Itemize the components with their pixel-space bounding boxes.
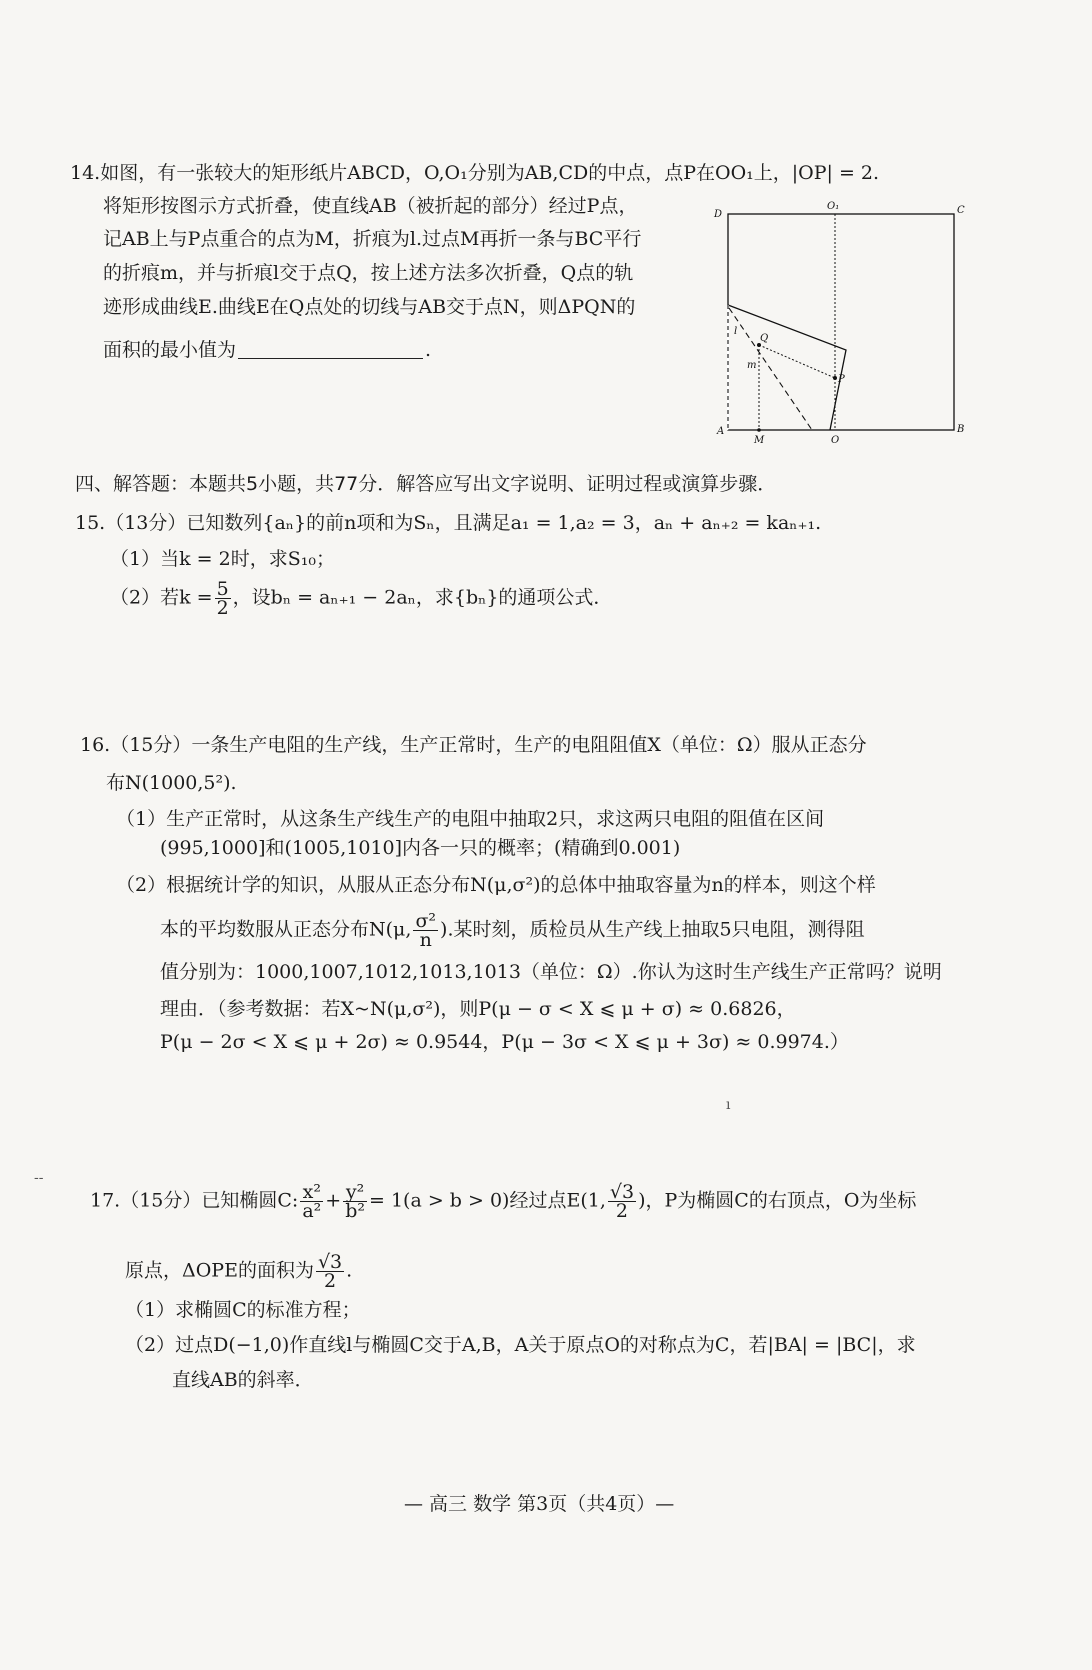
q17-part-1: （1）求椭圆C的标准方程； bbox=[125, 1299, 361, 1321]
q16-part-2-line-2 bbox=[160, 912, 865, 949]
q16-line6-prefix: 本的平均数服从正态分布N(μ, bbox=[160, 918, 412, 941]
q14-line-4: 的折痕m，并与折痕l交于点Q，按上述方法多次折叠，Q点的轨 bbox=[103, 262, 634, 284]
label-l: l bbox=[734, 326, 738, 337]
q14-line-5: 迹形成曲线E.曲线E在Q点处的切线与AB交于点N，则ΔPQN的 bbox=[103, 296, 636, 318]
point-m bbox=[757, 428, 761, 432]
scan-mark: ı bbox=[726, 1097, 731, 1113]
scan-mark: ‐‐ bbox=[34, 1170, 44, 1186]
label-q: Q bbox=[760, 333, 769, 344]
q14-period: . bbox=[425, 339, 432, 361]
q15-part2-prefix: （2）若k = bbox=[110, 586, 213, 609]
q15-part2-suffix: ，设bₙ = aₙ₊₁ − 2aₙ，求{bₙ}的通项公式． bbox=[232, 586, 613, 609]
q17-line-1: 17.（15分）已知椭圆C: $\frac{\text{x²}}{\text{a²}}$ + $\frac{\text{y²}}{\text{b²}}$ = 1(a > b > 0)经过点E(1, $\frac{√3}{2}$ )，P为椭圆C的右顶点，O为坐标 bbox=[90, 1181, 917, 1222]
q17-middle: = 1(a > b > 0)经过点E(1, bbox=[369, 1189, 606, 1212]
label-m-crease: m bbox=[747, 360, 757, 371]
q16-part-2-line-3: 值分别为：1000,1007,1012,1013,1013（单位：Ω）.你认为这时生产线生产正常吗？说明 bbox=[160, 961, 942, 983]
label-o: O bbox=[831, 435, 840, 446]
label-c: C bbox=[957, 205, 965, 216]
q16-part-2: （2）根据统计学的知识，从服从正态分布N(μ,σ²)的总体中抽取容量为n的样本，则这个样 bbox=[116, 874, 876, 896]
folded-flap bbox=[728, 305, 846, 430]
label-d: D bbox=[714, 209, 723, 220]
q16-line-2: 布N(1000,5²). bbox=[106, 772, 237, 794]
point-p bbox=[833, 376, 837, 380]
q16-line6-suffix: ).某时刻，质检员从生产线上抽取5只电阻，测得阻 bbox=[440, 918, 865, 941]
q16-part-1-cont: (995,1000]和(1005,1010]内各一只的概率；(精确到0.001) bbox=[160, 837, 681, 859]
q17-area-prefix: 原点，ΔOPE的面积为 bbox=[125, 1259, 314, 1282]
q17-suffix: )，P为椭圆C的右顶点，O为坐标 bbox=[638, 1189, 917, 1212]
q16-part-2-line-4: 理由．（参考数据：若X~N(μ,σ²)，则P(μ − σ < X ⩽ μ + σ) ≈ 0.6826， bbox=[160, 998, 796, 1020]
label-m-point: M bbox=[754, 435, 765, 446]
q17-part-2-cont: 直线AB的斜率． bbox=[172, 1369, 314, 1391]
fraction-y2-b2: $\frac{\text{y²}}{\text{b²}}$ bbox=[345, 1181, 365, 1222]
q14-line-2: 将矩形按图示方式折叠，使直线AB（被折起的部分）经过P点， bbox=[103, 195, 638, 217]
fraction-5-2: $\frac{5}{2}$ bbox=[216, 578, 229, 619]
crease-l bbox=[729, 308, 812, 430]
rectangle-abcd bbox=[728, 214, 954, 430]
q14-line-3: 记AB上与P点重合的点为M，折痕为l.过点M再折一条与BC平行 bbox=[103, 228, 642, 250]
segment-qp bbox=[759, 345, 835, 378]
q15-part-2 bbox=[110, 580, 612, 617]
label-a: A bbox=[717, 426, 725, 437]
q14-answer-prompt: 面积的最小值为 bbox=[103, 339, 237, 361]
q16-line-1: 16.（15分）一条生产电阻的生产线，生产正常时，生产的电阻阻值X（单位：Ω）服从正态分 bbox=[80, 734, 867, 756]
q17-prefix: 17.（15分）已知椭圆C: bbox=[90, 1189, 299, 1212]
label-p: P bbox=[838, 374, 845, 385]
q16-part-2-line-5: P(μ − 2σ < X ⩽ μ + 2σ) ≈ 0.9544，P(μ − 3σ < X ⩽ μ + 3σ) ≈ 0.9974.） bbox=[160, 1031, 849, 1053]
section-heading: 四、解答题：本题共5小题，共77分．解答应写出文字说明、证明过程或演算步骤． bbox=[75, 473, 777, 495]
folding-figure bbox=[712, 200, 965, 450]
q14-line-1: 14.如图，有一张较大的矩形纸片ABCD，O,O₁分别为AB,CD的中点，点P在OO₁上，|OP| = 2. bbox=[70, 162, 880, 184]
fraction-sigma2-n: $\frac{\text{σ²}}{n}$ bbox=[415, 910, 437, 951]
label-o1: O₁ bbox=[827, 201, 840, 212]
answer-blank[interactable] bbox=[238, 358, 423, 359]
q14-line-6 bbox=[103, 338, 431, 362]
q15-stem: 15.（13分）已知数列{aₙ}的前n项和为Sₙ，且满足a₁ = 1,a₂ = 3，aₙ + aₙ₊₂ = kaₙ₊₁. bbox=[75, 512, 822, 534]
q15-part-1: （1）当k = 2时，求S₁₀； bbox=[110, 548, 335, 570]
q17-part-2: （2）过点D(−1,0)作直线l与椭圆C交于A,B，A关于原点O的对称点为C，若|BA| = |BC|，求 bbox=[125, 1334, 916, 1356]
fraction-x2-a2: $\frac{\text{x²}}{\text{a²}}$ bbox=[302, 1181, 322, 1222]
page-footer: — 高三 数学 第3页（共4页）— bbox=[404, 1493, 675, 1515]
q17-line-2: 原点，ΔOPE的面积为 $\frac{√3}{2}$ . bbox=[125, 1251, 353, 1292]
fraction-area: $\frac{√3}{2}$ bbox=[317, 1251, 343, 1292]
label-b: B bbox=[957, 424, 965, 435]
fraction-sqrt3-2: $\frac{√3}{2}$ bbox=[609, 1181, 635, 1222]
q16-part-1: （1）生产正常时，从这条生产线生产的电阻中抽取2只，求这两只电阻的阻值在区间 bbox=[116, 808, 825, 830]
